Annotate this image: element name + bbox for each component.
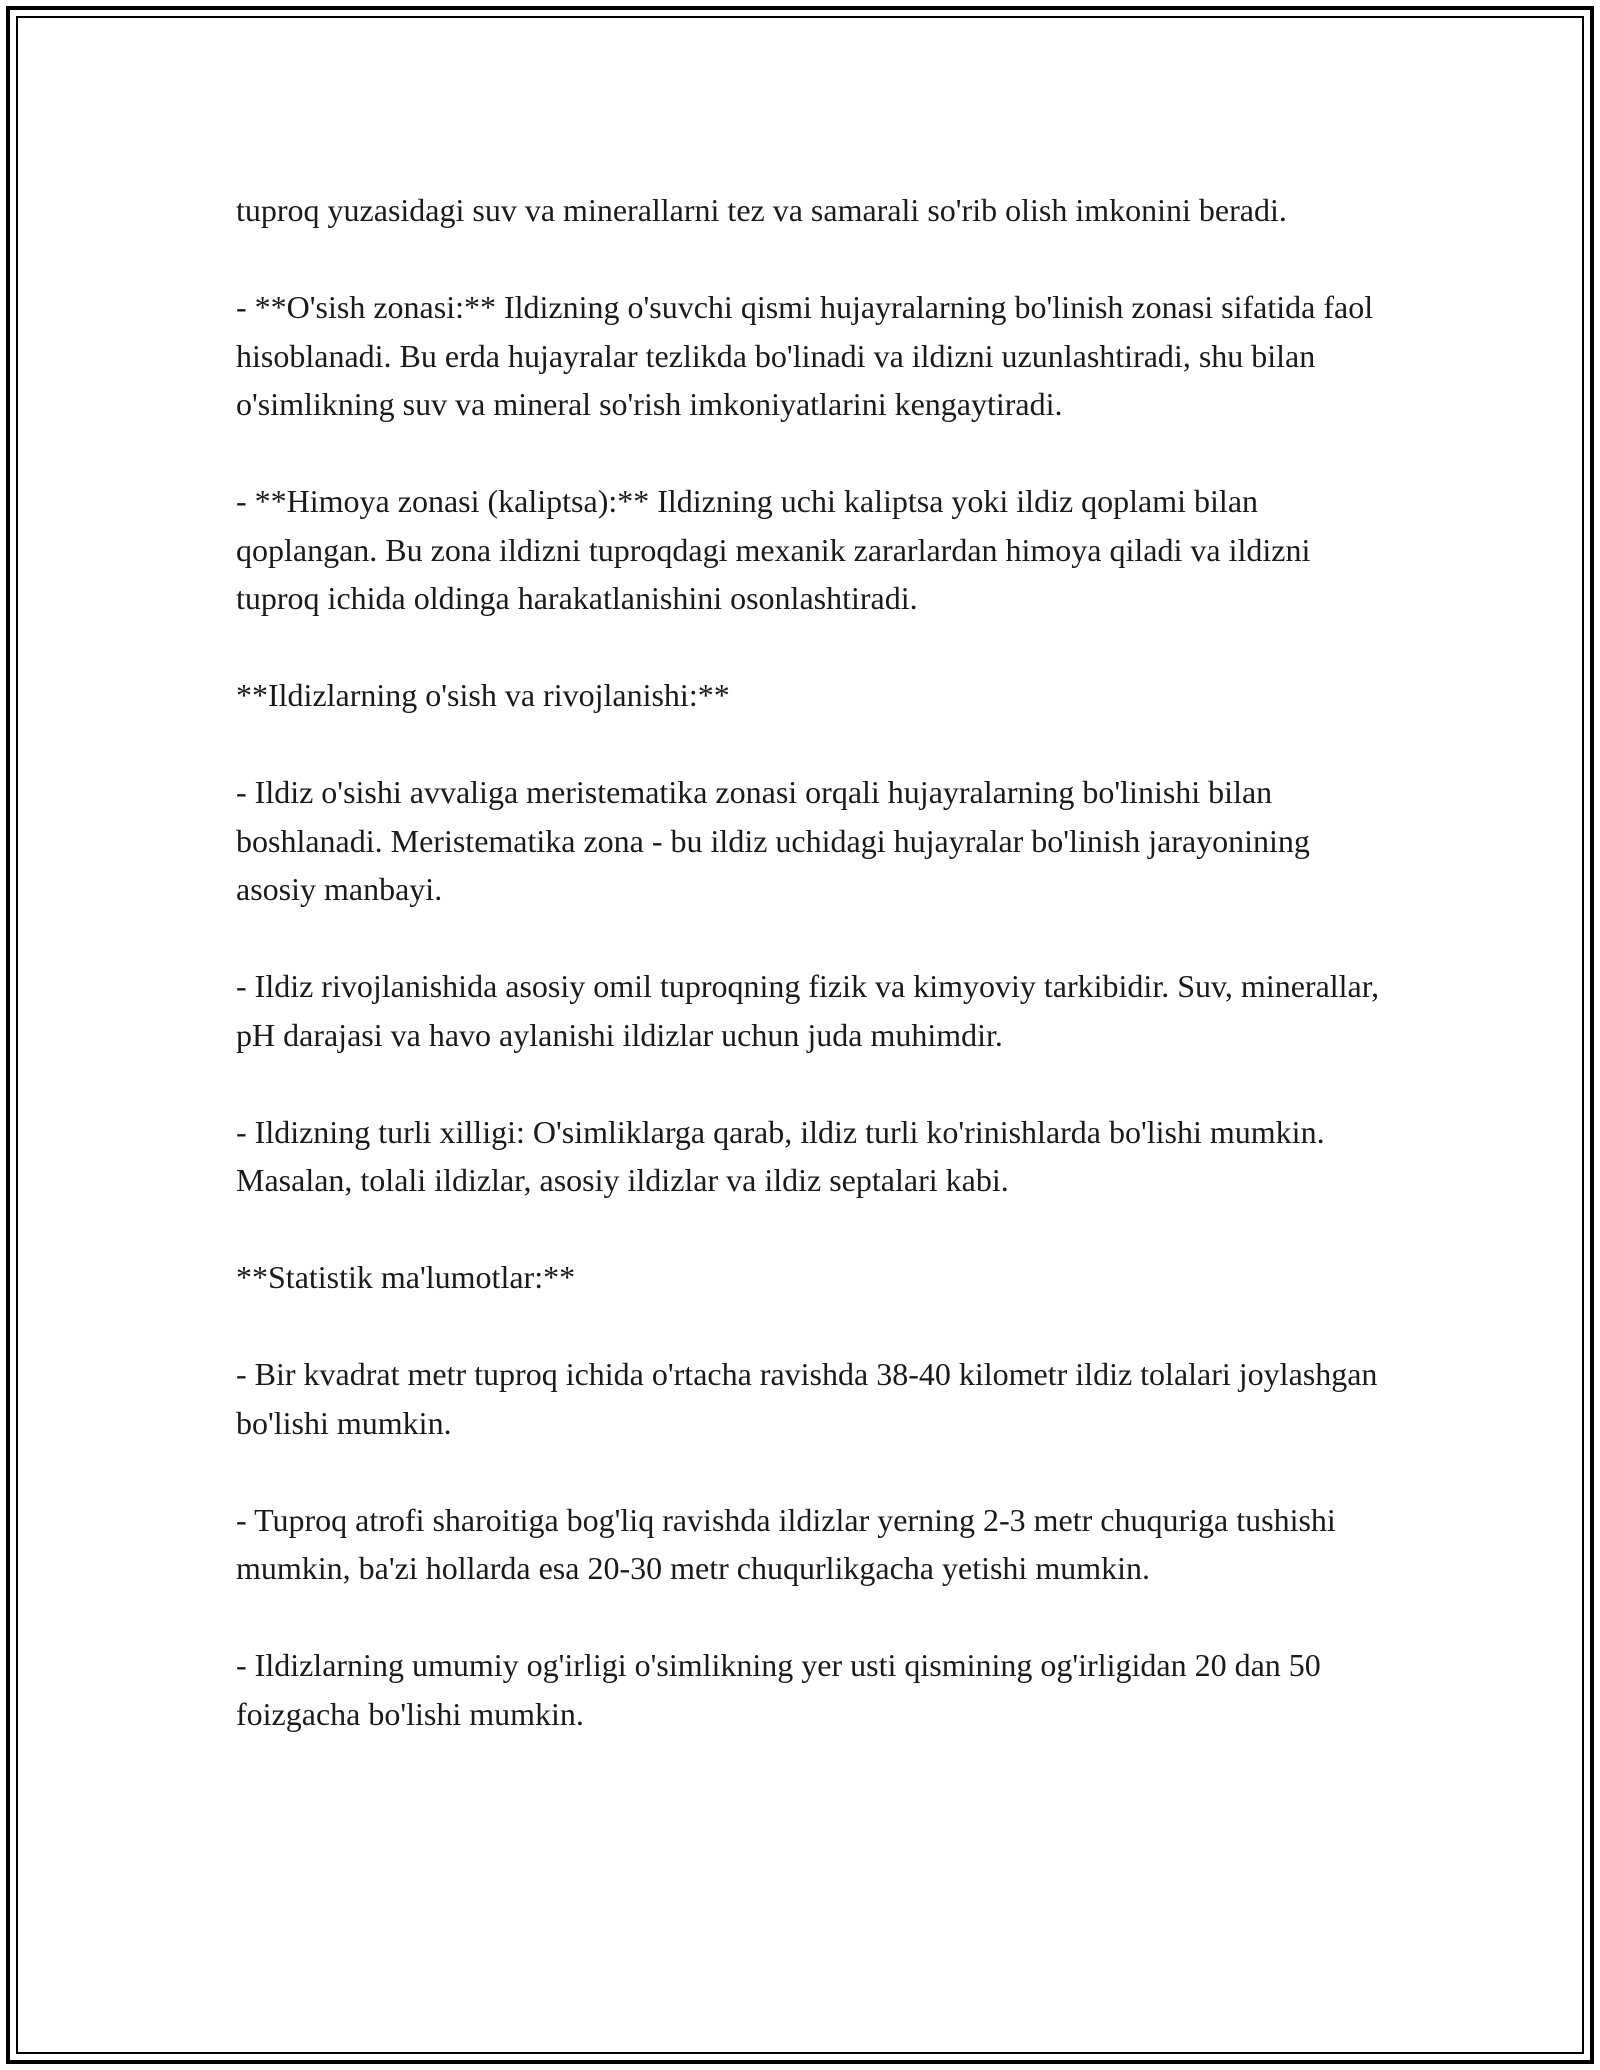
paragraph-root-weight: - Ildizlarning umumiy og'irligi o'simlikning yer usti qismining og'irligidan 20 dan 50 foizgacha bo'lishi mumkin. (236, 1647, 1321, 1732)
paragraph-root-growth: - Ildiz o'sishi avvaliga meristematika zonasi orqali hujayralarning bo'linishi bilan boshlanadi. Meristematika zona - bu ildiz uchidagi hujayralar bo'linish jarayonining asosiy manbayi. (236, 774, 1310, 907)
paragraph-growth-zone: - **O'sish zonasi:** Ildizning o'suvchi qismi hujayralarning bo'linish zonasi sifatida faol hisoblanadi. Bu erda hujayralar tezlikda bo'linadi va ildizni uzunlashtiradi, shu bilan o'simlikning suv va mineral so'rish imkoniyatlarini kengaytiradi. (236, 289, 1374, 422)
paragraph-continuation: tuproq yuzasidagi suv va minerallarni tez va samarali so'rib olish imkonini beradi. (236, 192, 1287, 228)
paragraph-root-diversity: - Ildizning turli xilligi: O'simliklarga qarab, ildiz turli ko'rinishlarda bo'lishi mumkin. Masalan, tolali ildizlar, asosiy ildizlar va ildiz septalari kabi. (236, 1113, 1325, 1198)
paragraph-root-fiber-length: - Bir kvadrat metr tuproq ichida o'rtacha ravishda 38-40 kilometr ildiz tolalari joylashgan bo'lishi mumkin. (236, 1356, 1378, 1441)
paragraph-protection-zone: - **Himoya zonasi (kaliptsa):** Ildizning uchi kaliptsa yoki ildiz qoplami bilan qoplangan. Bu zona ildizni tuproqdagi mexanik zararlardan himoya qiladi va ildizni tuproq ichida oldinga harakatlanishini osonlashtiradi. (236, 483, 1311, 616)
section-heading-growth-development: **Ildizlarning o'sish va rivojlanishi:** (236, 677, 730, 713)
section-heading-statistics: **Statistik ma'lumotlar:** (236, 1259, 576, 1295)
paragraph-root-development: - Ildiz rivojlanishida asosiy omil tuproqning fizik va kimyoviy tarkibidir. Suv, minerallar, pH darajasi va havo aylanishi ildizlar uchun juda muhimdir. (236, 968, 1380, 1053)
document-body (236, 186, 1386, 1738)
paragraph-root-depth: - Tuproq atrofi sharoitiga bog'liq ravishda ildizlar yerning 2-3 metr chuquriga tushishi mumkin, ba'zi hollarda esa 20-30 metr chuqurlikgacha yetishi mumkin. (236, 1501, 1336, 1586)
